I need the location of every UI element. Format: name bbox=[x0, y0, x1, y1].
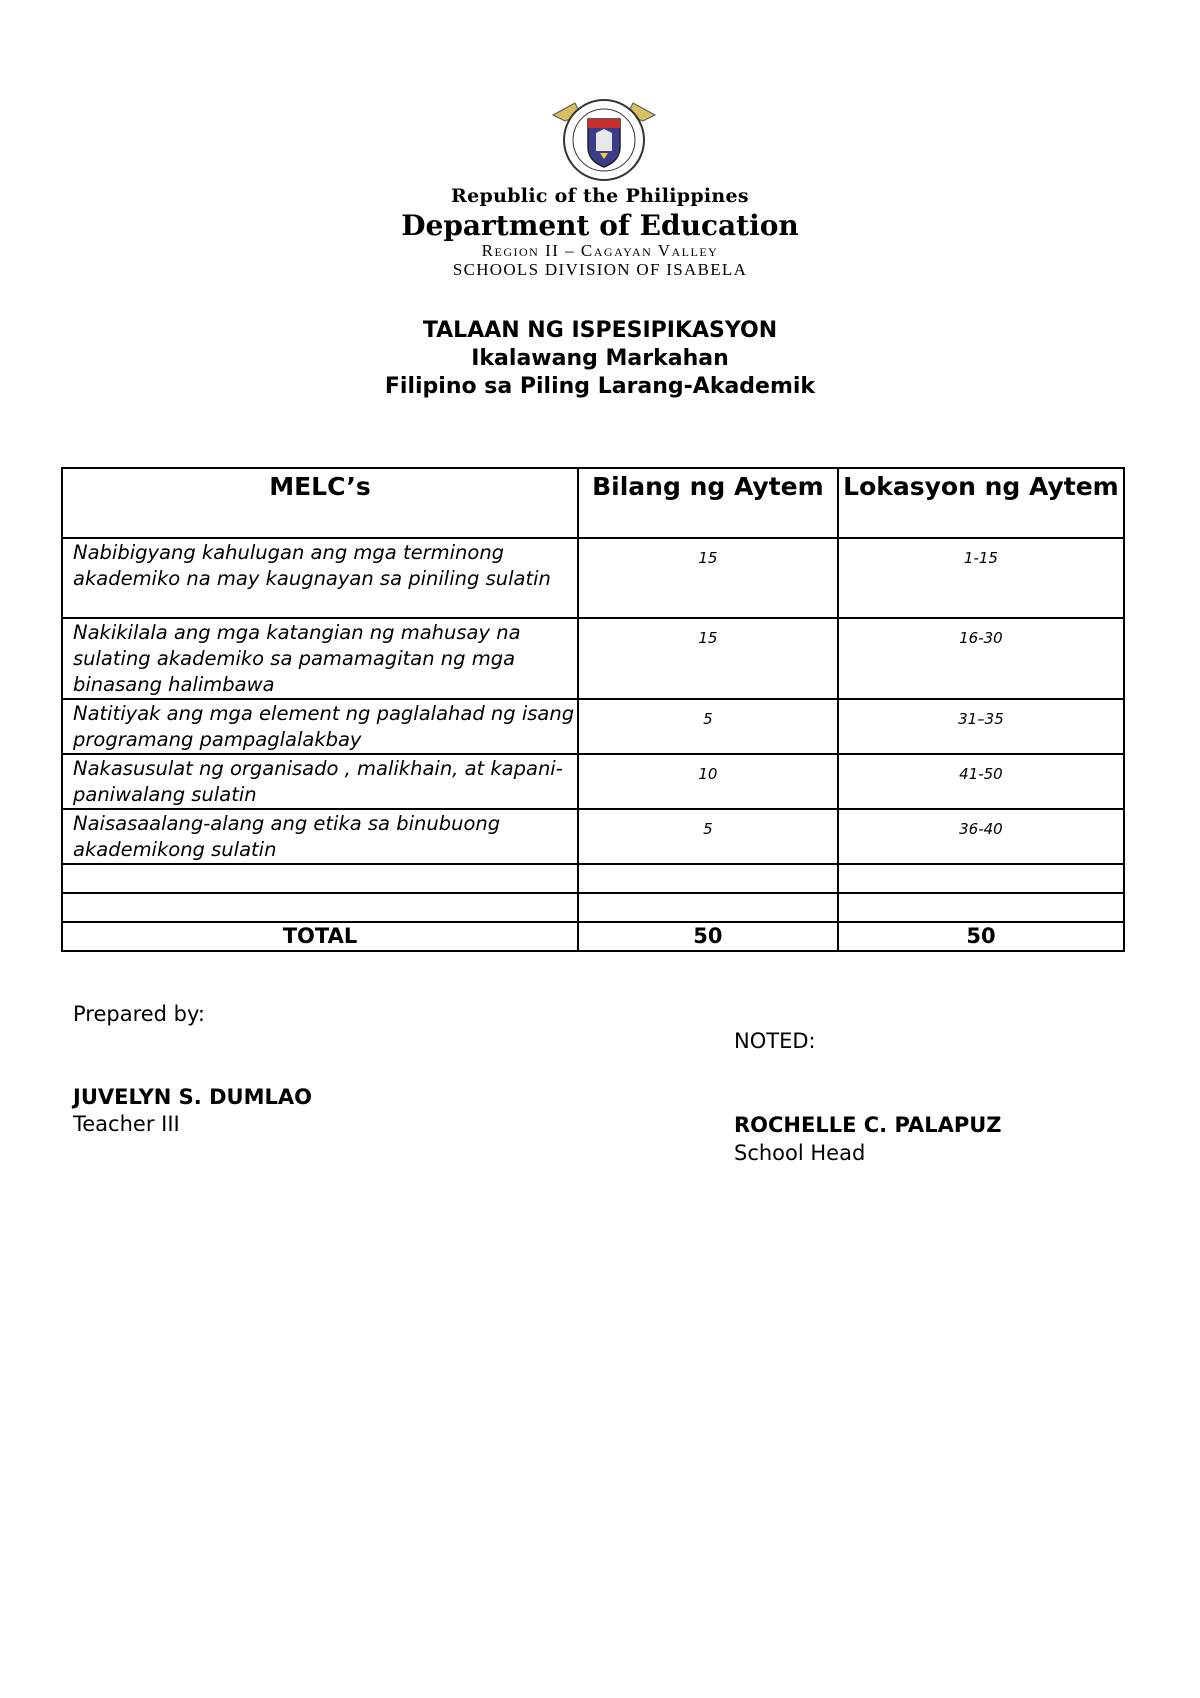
republic-heading: Republic of the Philippines bbox=[451, 185, 749, 207]
empty-row bbox=[62, 864, 1124, 893]
location-cell: 1-15 bbox=[838, 538, 1124, 618]
deped-seal-logo bbox=[545, 97, 663, 183]
noter-name: ROCHELLE C. PALAPUZ bbox=[734, 1113, 1002, 1137]
header-lokasyon: Lokasyon ng Aytem bbox=[838, 468, 1124, 538]
table-row bbox=[62, 699, 1124, 754]
empty-cell bbox=[838, 864, 1124, 893]
noted-label: NOTED: bbox=[734, 1029, 816, 1053]
items-cell: 5 bbox=[578, 699, 838, 754]
empty-cell bbox=[578, 893, 838, 922]
table-row bbox=[62, 618, 1124, 699]
region-heading: Region II – Cagayan Valley bbox=[481, 241, 719, 260]
quarter-subtitle: Ikalawang Markahan bbox=[471, 346, 729, 371]
items-cell: 15 bbox=[578, 538, 838, 618]
total-row bbox=[62, 922, 1124, 951]
noter-position: School Head bbox=[734, 1141, 866, 1165]
empty-cell bbox=[62, 893, 578, 922]
empty-row bbox=[62, 893, 1124, 922]
preparer-position: Teacher III bbox=[73, 1112, 180, 1136]
total-items: 50 bbox=[578, 922, 838, 951]
document-title: TALAAN NG ISPESIPIKASYON bbox=[422, 318, 778, 343]
prepared-by-label: Prepared by: bbox=[73, 1002, 205, 1026]
melc-cell: Nakasusulat ng organisado , malikhain, at kapani-paniwalang sulatin bbox=[62, 754, 578, 809]
header-melc: MELC’s bbox=[62, 468, 578, 538]
melc-cell: Nabibigyang kahulugan ang mga terminong akademiko na may kaugnayan sa piniling sulatin bbox=[62, 538, 578, 618]
location-cell: 31–35 bbox=[838, 699, 1124, 754]
location-cell: 41-50 bbox=[838, 754, 1124, 809]
items-cell: 5 bbox=[578, 809, 838, 864]
location-cell: 36-40 bbox=[838, 809, 1124, 864]
melc-cell: Natitiyak ang mga element ng paglalahad ng isang programang pampaglalakbay bbox=[62, 699, 578, 754]
subject-subtitle: Filipino sa Piling Larang-Akademik bbox=[384, 374, 816, 399]
header-bilang: Bilang ng Aytem bbox=[578, 468, 838, 538]
total-location: 50 bbox=[838, 922, 1124, 951]
melc-cell: Naisasaalang-alang ang etika sa binubuong akademikong sulatin bbox=[62, 809, 578, 864]
table-row bbox=[62, 538, 1124, 618]
preparer-name: JUVELYN S. DUMLAO bbox=[73, 1085, 312, 1109]
location-cell: 16-30 bbox=[838, 618, 1124, 699]
empty-cell bbox=[62, 864, 578, 893]
table-row bbox=[62, 754, 1124, 809]
table-row bbox=[62, 809, 1124, 864]
melc-cell: Nakikilala ang mga katangian ng mahusay na sulating akademiko sa pamamagitan ng mga binasang halimbawa bbox=[62, 618, 578, 699]
empty-cell bbox=[838, 893, 1124, 922]
specification-table bbox=[61, 467, 1125, 952]
items-cell: 10 bbox=[578, 754, 838, 809]
empty-cell bbox=[578, 864, 838, 893]
items-cell: 15 bbox=[578, 618, 838, 699]
department-heading: Department of Education bbox=[401, 209, 799, 242]
division-heading: SCHOOLS DIVISION OF ISABELA bbox=[452, 260, 748, 279]
total-label: TOTAL bbox=[62, 922, 578, 951]
table-header-row bbox=[62, 468, 1124, 538]
